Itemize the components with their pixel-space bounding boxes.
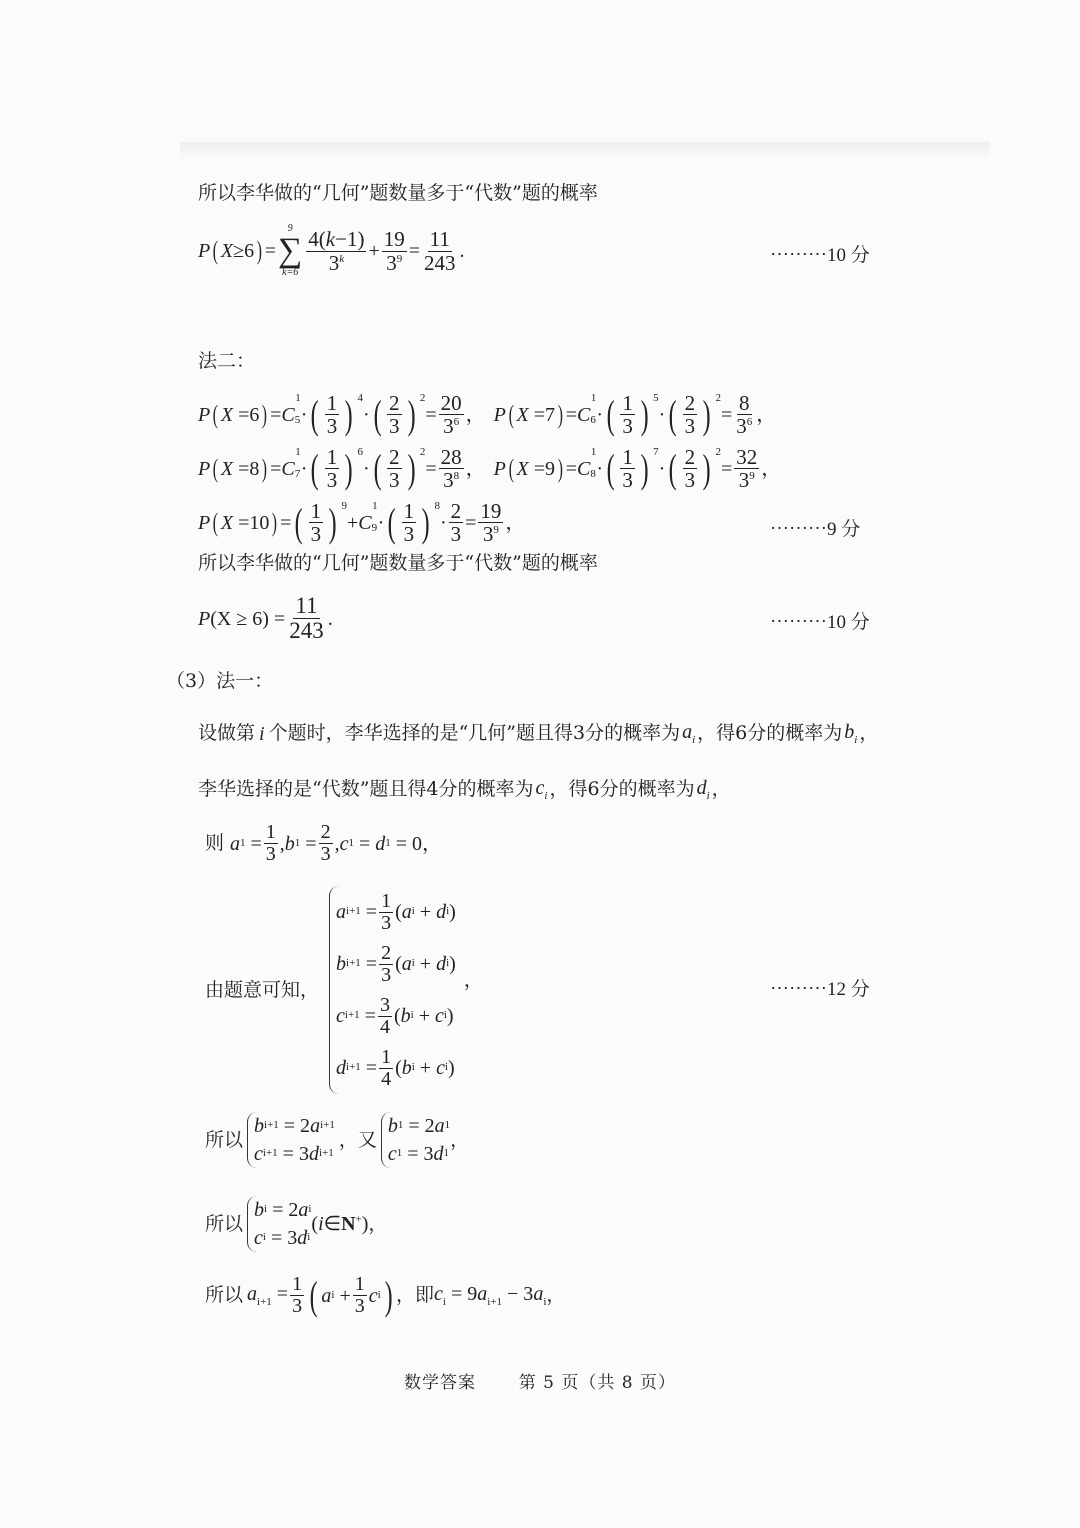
formula-result: P (X ≥ 6) = $\frac{11}{243}$ . <box>198 593 333 644</box>
scan-shadow-band <box>180 142 990 160</box>
footer-page-number: 第 5 页（共 8 页） <box>518 1373 677 1393</box>
assume-line-1: 设做第 i 个题时，李华选择的是“几何”题且得3分的概率为 $a_i$ ，得6分的概率为 $b_i$ ， <box>198 721 879 746</box>
score-9: ⋯⋯⋯9 分 <box>770 519 861 540</box>
formula-px10: P ( X =10 ) = ( $\frac{1}{3}$ ) 9 + C 9 1 · ( $\frac{1}{3}$ ) 8 · $\frac{2}{3}$ = $\frac{19}{3^9}$ ， <box>198 499 526 547</box>
conclusion-line-1: 所以李华做的“几何”题数量多于“代数”题的概率 <box>198 182 598 204</box>
formula-sum-probability: P ( X ≥6 ) = 9 ∑ k=6 $\frac{4(k-1)}{3^k}$ + $\frac{19}{3^9}$ = $\frac{11}{243}$ . <box>198 223 465 278</box>
footer-subject: 数学答案 <box>403 1373 476 1393</box>
derivation-step-1: 所以 b i+1 = 2 a i+1 c i+1 = 3 d i+1 ，又 b 1 = 2 a 1 c 1 = 3 d 1 ， <box>205 1112 469 1168</box>
part-3-header: （3）法一： <box>166 670 274 692</box>
score-12: ⋯⋯⋯12 分 <box>770 979 870 1000</box>
derivation-step-2: 所以 b i = 2 a i c i = 3 d i (i∈N+) ， <box>205 1196 387 1252</box>
formula-px8-px9: P ( X =8 ) = C 7 1 · ( $\frac{1}{3}$ ) 6 · ( $\frac{2}{3}$ ) 2 = $\frac{28}{3^8}$ ， P ( X =9 ) = C 8 1 · ( $\frac{1}{3}$ ) 7 · ( $\frac{2}{3}$ ) 2 = $\frac{32}{3^9}$ ， <box>198 445 782 493</box>
derivation-step-3: 所以 $a_{i+1}$ = $\frac{1}{3}$ ( a i + $\frac{1}{3}$ c i ) ，即 $c_i = 9a_{i+1} - 3a_i$ ， <box>205 1272 566 1318</box>
score-10-first: ⋯⋯⋯10 分 <box>770 245 870 266</box>
conclusion-line-2: 所以李华做的“几何”题数量多于“代数”题的概率 <box>198 552 598 574</box>
page-footer <box>0 1368 1080 1393</box>
assume-line-2: 李华选择的是“代数”题且得4分的概率为 $c_i$ ，得6分的概率为 $d_i$ ， <box>198 777 731 802</box>
formula-px6-px7: P ( X =6 ) = C 5 1 · ( $\frac{1}{3}$ ) 4 · ( $\frac{2}{3}$ ) 2 = $\frac{20}{3^6}$ ， P ( X =7 ) = C 6 1 · ( $\frac{1}{3}$ ) 5 · ( $\frac{2}{3}$ ) 2 = $\frac{8}{3^6}$ ， <box>198 391 777 439</box>
recurrence-system: 由题意可知， a i+1 = $\frac{1}{3}$ ( a i + d i ) b i+1 = $\frac{2}{3}$ ( a i + d i ) c i+1 = $\frac{3}{4}$ ( b i + c i ) d i+1 = $\frac{1}{4}$ ( b i + c i ) ， <box>205 886 483 1094</box>
score-10-second: ⋯⋯⋯10 分 <box>770 612 870 633</box>
method-2-label: 法二： <box>198 350 256 372</box>
initial-values: 则 a 1 = $\frac{1}{3}$ , b 1 = $\frac{2}{3}$ , c 1 = d 1 = 0， <box>205 821 443 865</box>
recurrence-brace: a i+1 = $\frac{1}{3}$ ( a i + d i ) b i+1 = $\frac{2}{3}$ ( a i + d i ) c i+1 = $\frac{3}{4}$ ( b i + c i ) d i+1 = $\frac{1}{4}$ ( b i + c i ) <box>329 886 456 1094</box>
